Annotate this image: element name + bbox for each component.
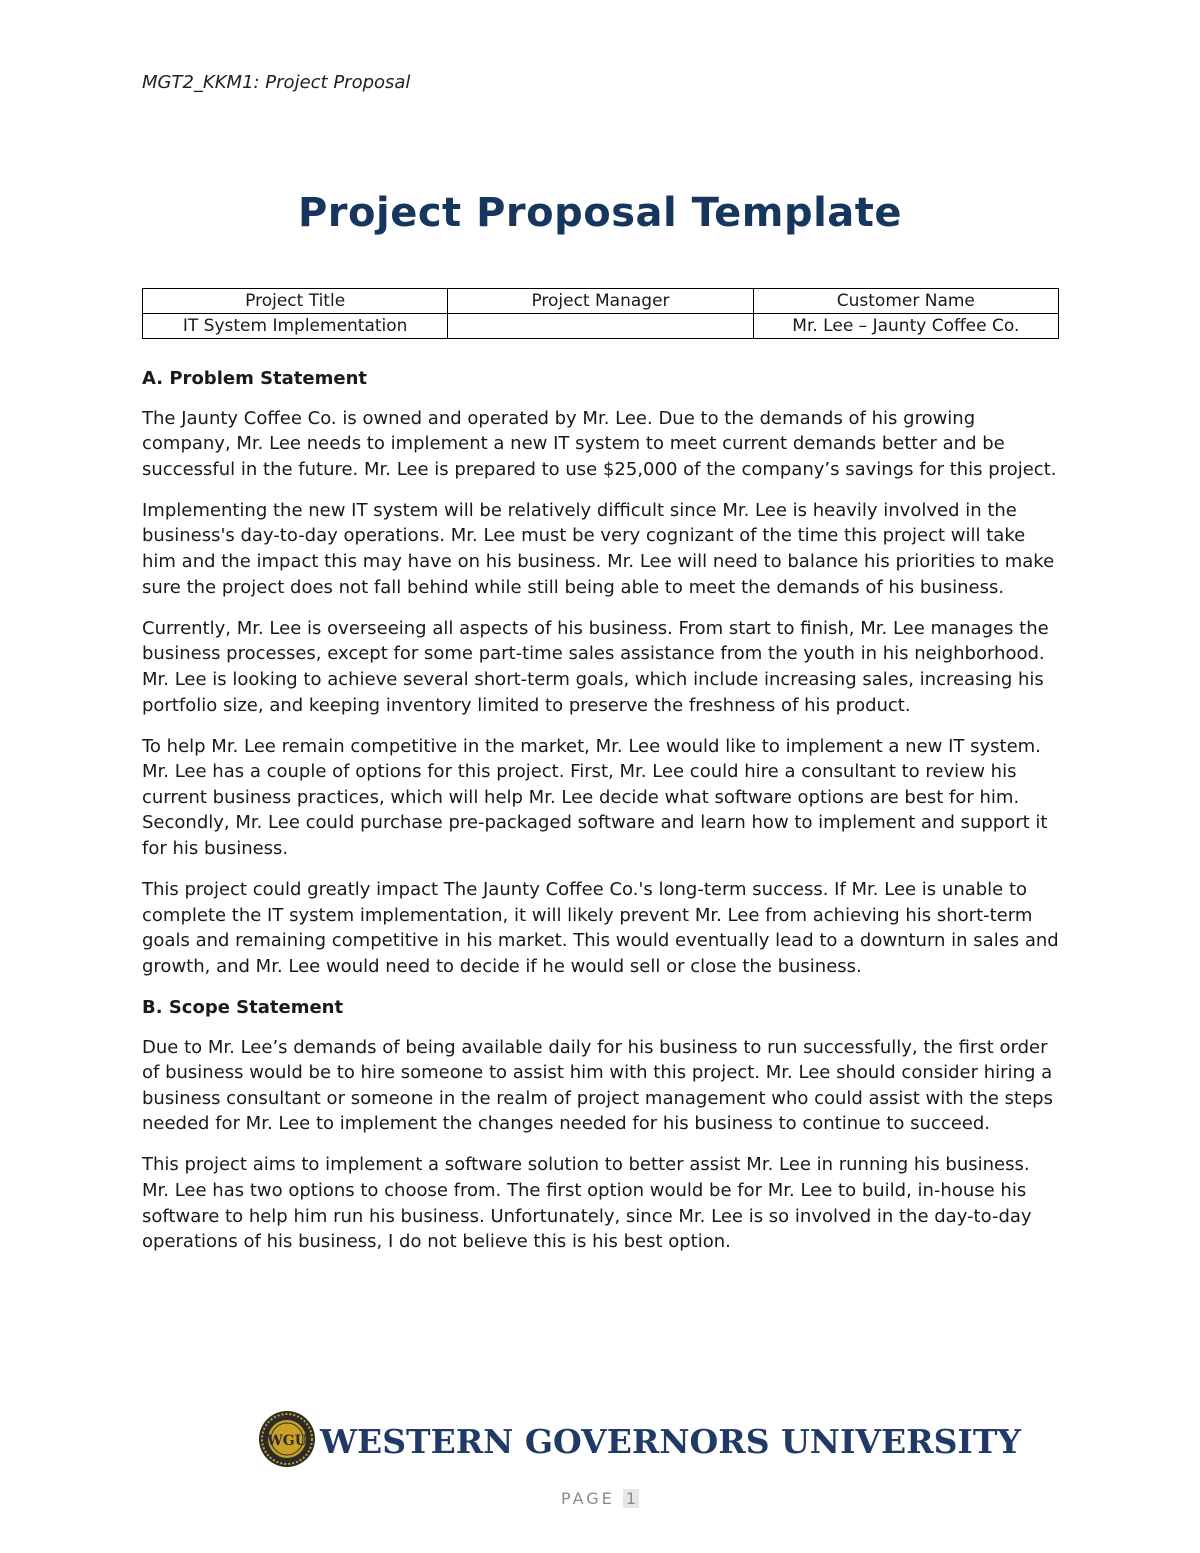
header-project-manager: Project Manager <box>448 289 753 314</box>
wgu-seal-icon <box>258 1410 316 1468</box>
problem-statement-heading: A. Problem Statement <box>142 368 367 389</box>
cell-project-manager <box>448 314 753 339</box>
scope-paragraph-1: Due to Mr. Lee’s demands of being available daily for his business to run successfully, the first order of business would be to hire someone to assist him with this project. Mr. Lee should consider hiring a business consultant or someone in the realm of project management who could assist with the steps needed for Mr. Lee to implement the changes needed for his business to continue to succeed. <box>142 1036 1053 1135</box>
header-customer-name: Customer Name <box>753 289 1058 314</box>
page-title: Project Proposal Template <box>297 190 903 236</box>
scope-paragraph-2: This project aims to implement a software solution to better assist Mr. Lee in running his business. Mr. Lee has two options to choose from. The first option would be for Mr. Lee to build, in-house his software to help him run his business. Unfortunately, since Mr. Lee is so involved in the day-to-day operations of his business, I do not believe this is his best option. <box>142 1154 1032 1253</box>
page-footer <box>0 1489 1200 1508</box>
wgu-wordmark: WESTERN GOVERNORS UNIVERSITY <box>320 1422 1021 1461</box>
problem-paragraph-2: Implementing the new IT system will be relatively difficult since Mr. Lee is heavily involved in the business's day-to-day operations. Mr. Lee must be very cognizant of the time this project will take him and the impact this may have on his business. Mr. Lee will need to balance his priorities to make sure the project does not fall behind while still being able to meet the demands of his business. <box>142 499 1055 598</box>
page-number: 1 <box>623 1489 639 1508</box>
header-project-title: Project Title <box>143 289 448 314</box>
project-info-table <box>142 288 1059 339</box>
problem-paragraph-4: To help Mr. Lee remain competitive in the market, Mr. Lee would like to implement a new IT system. Mr. Lee has a couple of options for this project. First, Mr. Lee could hire a consultant to review his current business practices, which will help Mr. Lee decide what software options are best for him. Secondly, Mr. Lee could purchase pre-packaged software and learn how to implement and support it for his business. <box>142 735 1048 859</box>
table-header-row <box>143 289 1059 314</box>
running-header: MGT2_KKM1: Project Proposal <box>142 72 411 93</box>
page-label: PAGE <box>560 1489 615 1508</box>
seal-monogram: WGU <box>267 1433 307 1449</box>
document-body <box>142 366 1060 1270</box>
table-row <box>143 314 1059 339</box>
problem-paragraph-1: The Jaunty Coffee Co. is owned and operated by Mr. Lee. Due to the demands of his growing company, Mr. Lee needs to implement a new IT system to meet current demands better and be successful in the future. Mr. Lee is prepared to use $25,000 of the company’s savings for this project. <box>142 407 1057 480</box>
cell-project-title: IT System Implementation <box>143 314 448 339</box>
problem-paragraph-5: This project could greatly impact The Jaunty Coffee Co.'s long-term success. If Mr. Lee is unable to complete the IT system implementation, it will likely prevent Mr. Lee from achieving his short-term goals and remaining competitive in his market. This would eventually lead to a downturn in sales and growth, and Mr. Lee would need to decide if he would sell or close the business. <box>142 879 1059 977</box>
problem-paragraph-3: Currently, Mr. Lee is overseeing all aspects of his business. From start to finish, Mr. Lee manages the business processes, except for some part-time sales assistance from the youth in his neighborhood. Mr. Lee is looking to achieve several short-term goals, which include increasing sales, increasing his portfolio size, and keeping inventory limited to preserve the freshness of his product. <box>142 617 1049 716</box>
wgu-logo <box>258 1410 1021 1470</box>
scope-statement-heading: B. Scope Statement <box>142 996 344 1018</box>
cell-customer-name: Mr. Lee – Jaunty Coffee Co. <box>753 314 1058 339</box>
